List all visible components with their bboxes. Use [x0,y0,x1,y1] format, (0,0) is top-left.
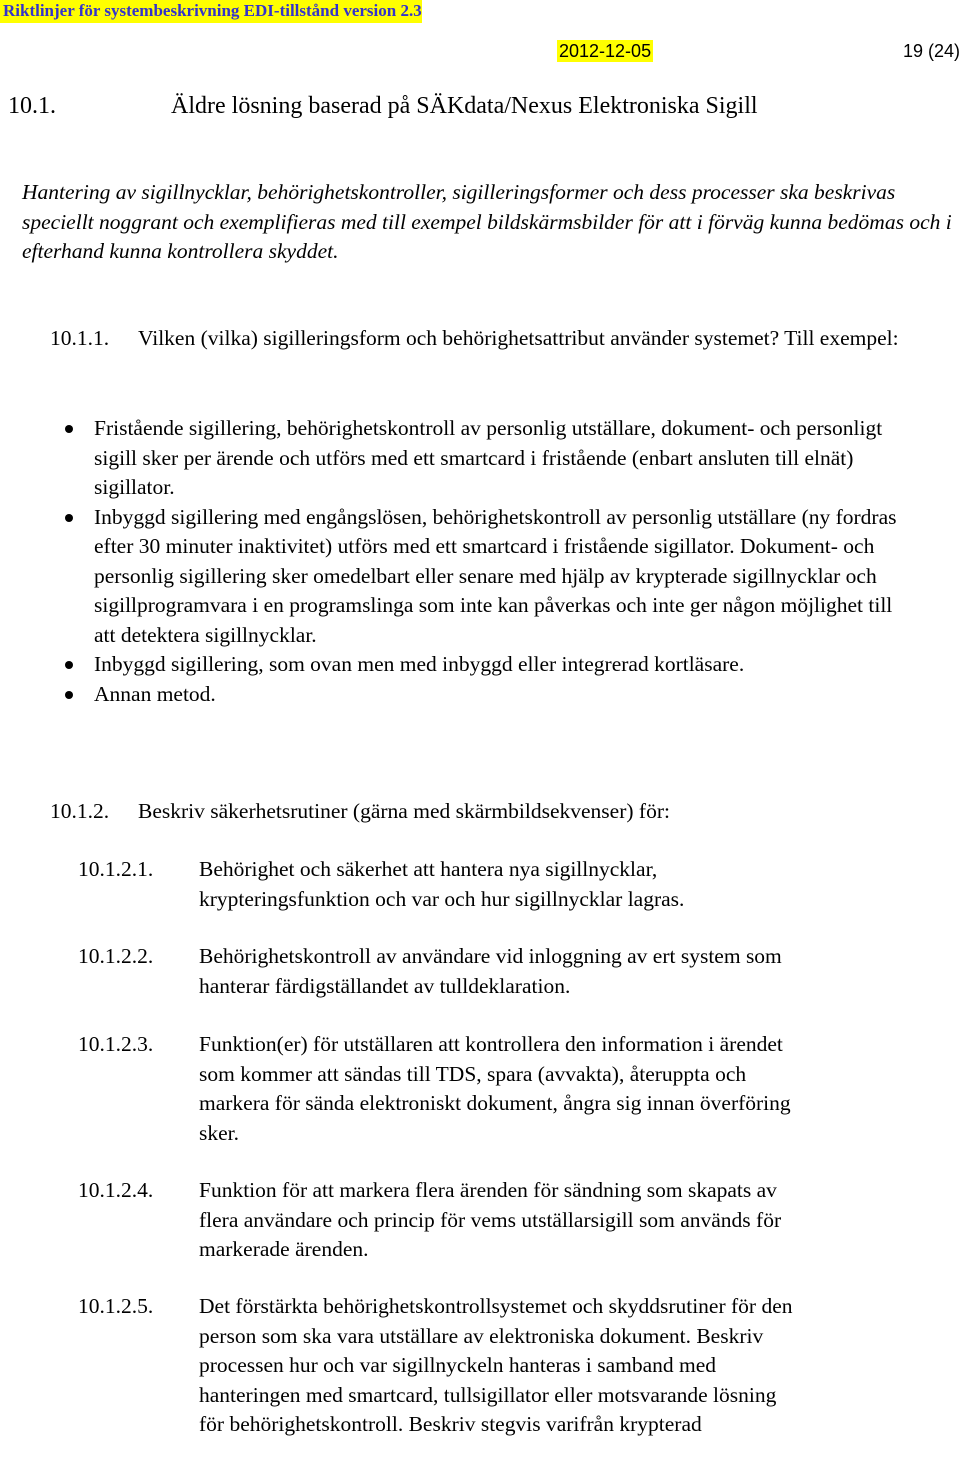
subsection-number: 10.1.2. [50,799,110,823]
section-intro: Hantering av sigillnycklar, behörighetskontroller, sigilleringsformer och dess processer ska beskrivas speciellt noggrant och exemplifieras med till exempel bildskärmsbilder för att i förväg kunna bedömas och i efterhand kunna kontrollera skyddet. [22,180,952,263]
list-item [0,680,914,710]
item-number: 10.1.2.5. [78,1294,154,1318]
item-number: 10.1.2.4. [78,1178,154,1202]
bullet-icon [65,661,73,669]
bullet-icon [65,691,73,699]
item-text: Behörighet och säkerhet att hantera nya sigillnycklar, krypteringsfunktion och var och hur sigillnycklar lagras. [199,857,685,911]
section-title: Äldre lösning baserad på SÄKdata/Nexus Elektroniska Sigill [171,93,758,119]
section-number: 10.1. [8,93,56,119]
page-number: 19 (24) [902,41,960,61]
item-number: 10.1.2.2. [78,944,154,968]
list-item [0,503,914,651]
list-item [0,414,914,503]
bullet-icon [65,514,73,522]
bullet-list [0,414,960,709]
item-text: Funktion för att markera flera ärenden för sändning som skapats av flera användare och princip för vems utställarsigill som används för markerade ärenden. [199,1178,782,1261]
list-item [0,650,914,680]
subsection-number: 10.1.1. [50,326,110,350]
list-item-text: Inbyggd sigillering med engångslösen, behörighetskontroll av personlig utställare (ny fordras efter 30 minuter inaktivitet) utförs med ett smartcard i fristående sigillator. Dokument- och personlig sigillering sker omedelbart eller senare med hjälp av krypterade sigillnycklar och sigillprogramvara i en programslinga som inte kan påverkas och inte ger någon möjlighet till att detektera sigillnycklar. [94,504,897,647]
bullet-icon [65,425,73,433]
document-title: Riktlinjer för systembeskrivning EDI-tillstånd version 2.3 [3,1,422,20]
document-date: 2012-12-05 [559,41,652,61]
subsection-title: Beskriv säkerhetsrutiner (gärna med skärmbildsekvenser) för: [138,799,670,823]
item-text: Behörighetskontroll av användare vid inloggning av ert system som hanterar färdigställandet av tulldeklaration. [199,944,782,998]
list-item-text: Inbyggd sigillering, som ovan men med inbyggd eller integrerad kortläsare. [94,652,745,676]
header-banner [0,0,422,23]
item-text: Funktion(er) för utställaren att kontrollera den information i ärendet som kommer att sändas till TDS, spara (avvakta), återuppta och markera för sända elektroniskt dokument, ångra sig innan överföring sker. [199,1032,791,1145]
list-item-text: Annan metod. [94,681,216,706]
item-text: Det förstärkta behörighetskontrollsystemet och skyddsrutiner för den person som ska vara utställare av elektroniska dokument. Beskriv processen hur och var sigillnyckeln hanteras i samband med hanteringen med smartcard, tullsigillator eller motsvarande lösning för behörighetskontroll. Beskriv stegvis varifrån krypterad [199,1294,793,1436]
item-number: 10.1.2.1. [78,857,154,881]
item-number: 10.1.2.3. [78,1032,154,1056]
subsection-title: Vilken (vilka) sigilleringsform och behörighetsattribut använder systemet? Till exempel: [138,326,899,350]
list-item-text: Fristående sigillering, behörighetskontroll av personlig utställare, dokument- och personligt sigill sker per ärende och utförs med ett smartcard i fristående (enbart ansluten till elnät) sigillator. [94,416,883,499]
